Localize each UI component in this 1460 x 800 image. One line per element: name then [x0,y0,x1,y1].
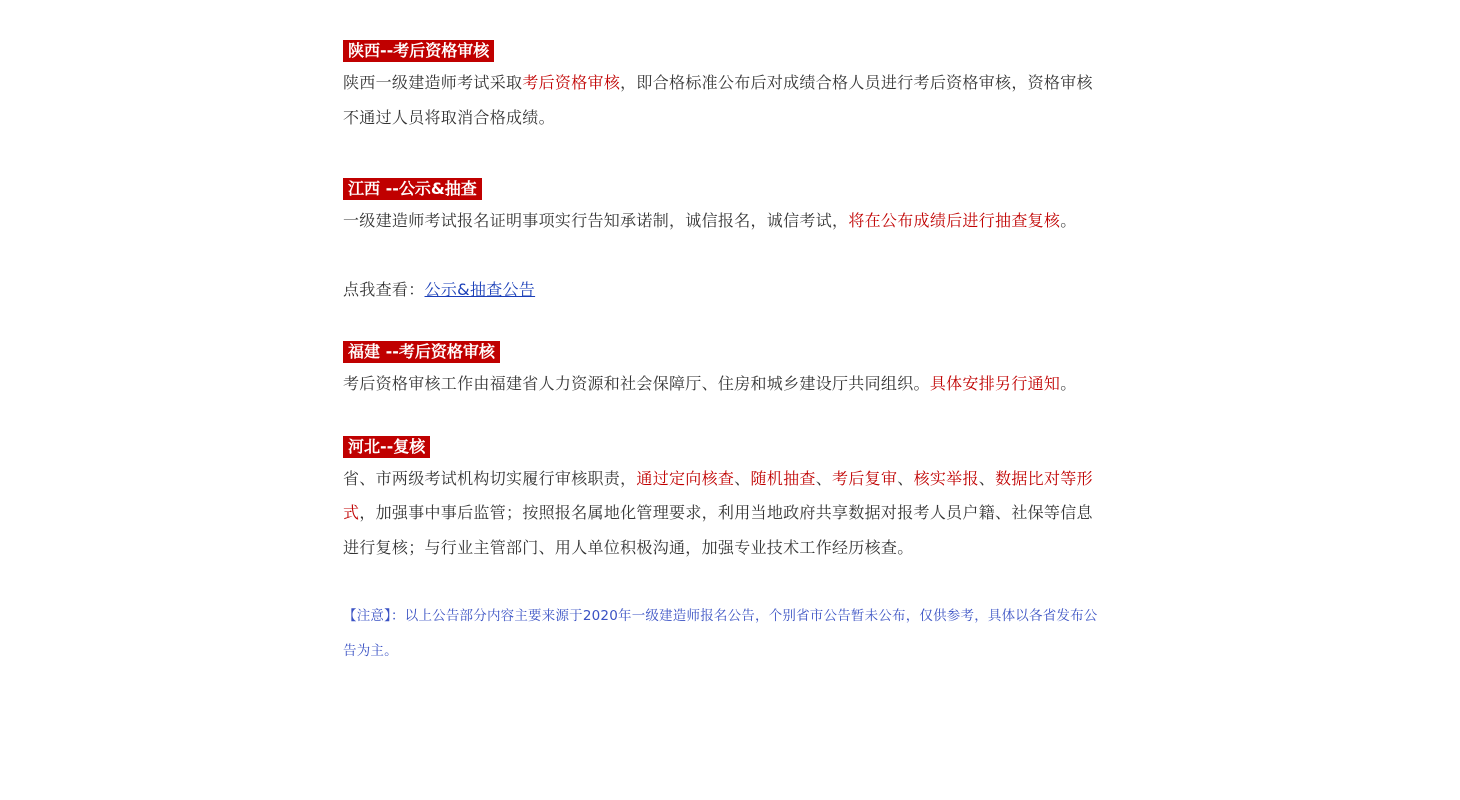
highlight-text: 数据比对等形式 [343,468,1093,522]
section-jiangxi [343,178,1103,239]
section-shaanxi [343,40,1103,135]
section-paragraph [343,66,1103,135]
view-link-prefix: 点我查看： [343,279,425,299]
notice-link[interactable]: 公示&抽查公告 [424,279,536,299]
section-paragraph [343,204,1103,239]
text-segment: ，即合格标准公布后对成绩合格人员进行考后资格审核，资格审核不通过人员将取消合格成绩。 [343,73,1093,127]
section-tag: 福建 --考后资格审核 [343,341,500,363]
text-segment: 。 [1060,211,1077,230]
text-segment: 、 [978,468,996,488]
footnote: 【注意】：以上公告部分内容主要来源于2020年一级建造师报名公告，个别省市公告暂未公布，仅供参考，具体以各省发布公告为主。 [343,608,1098,659]
article-body [343,40,1103,669]
section-paragraph [343,462,1103,566]
highlight-text: 随机抽查 [750,468,816,488]
highlight-text: 考后资格审核 [522,73,621,92]
text-segment: 。 [1060,374,1077,393]
highlight-text: 通过定向核查 [636,468,735,488]
highlight-text: 具体安排另行通知 [929,374,1061,393]
highlight-text: 将在公布成绩后进行抽查复核 [848,211,1061,230]
text-segment: 陕西一级建造师考试采取 [343,73,523,92]
section-paragraph [343,367,1103,402]
section-tag: 陕西--考后资格审核 [343,40,494,62]
text-segment: 省、市两级考试机构切实履行审核职责， [343,468,637,488]
highlight-text: 考后复审 [832,468,898,488]
section-tag: 江西 --公示&抽查 [343,178,482,200]
section-fujian [343,341,1103,402]
text-segment: 、 [897,468,914,488]
highlight-text: 核实举报 [913,468,979,488]
text-segment: 考后资格审核工作由福建省人力资源和社会保障厅、住房和城乡建设厅共同组织。 [343,374,930,393]
text-segment: 、 [815,468,833,488]
text-segment: 、 [734,468,751,488]
view-link-line [343,273,1103,308]
section-tag: 河北--复核 [343,436,430,458]
section-hebei [343,436,1103,566]
text-segment: 一级建造师考试报名证明事项实行告知承诺制，诚信报名，诚信考试， [343,211,849,230]
text-segment: ，加强事中事后监管；按照报名属地化管理要求，利用当地政府共享数据对报考人员户籍、社保等信息进行复核；与行业主管部门、用人单位积极沟通，加强专业技术工作经历核查。 [343,503,1093,557]
